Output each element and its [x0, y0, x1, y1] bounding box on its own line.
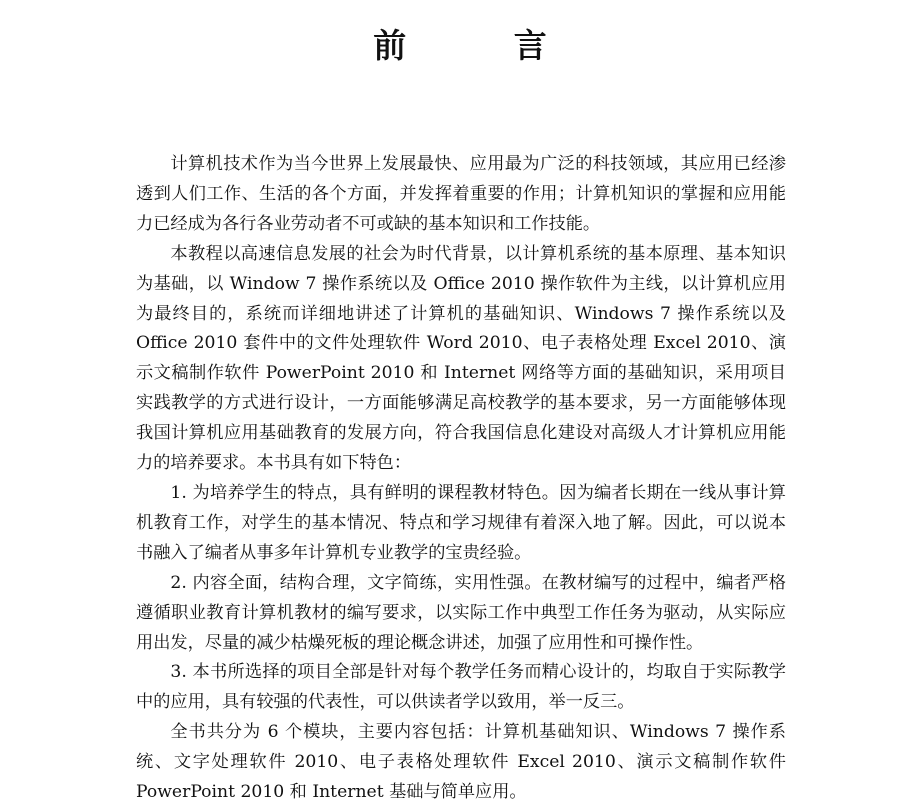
- paragraph-feature-2: 2. 内容全面，结构合理，文字简练，实用性强。在教材编写的过程中，编者严格遵循职业教育计算机教材的编写要求，以实际工作中典型工作任务为驱动，从实际应用出发，尽量的减少枯燥死板的理论概念讲述，加强了应用性和可操作性。: [136, 572, 786, 653]
- paragraph-intro: 计算机技术作为当今世界上发展最快、应用最为广泛的科技领域，其应用已经渗透到人们工作、生活的各个方面，并发挥着重要的作用；计算机知识的掌握和应用能力已经成为各行各业劳动者不可或缺的基本知识和工作技能。: [136, 154, 786, 234]
- paragraph-overview: 本教程以高速信息发展的社会为时代背景，以计算机系统的基本原理、基本知识为基础，以 Window 7 操作系统以及 Office 2010 操作软件为主线，以计算机应用为最终目的，系统而详细地讲述了计算机的基础知识、Windows 7 操作系统以及 Office 2010 套件中的文件处理软件 Word 2010、电子表格处理 Excel 2010、演示文稿制作软件 PowerPoint 2010 和 Internet 网络等方面的基础知识，采用项目实践教学的方式进行设计，一方面能够满足高校教学的基本要求，另一方面能够体现我国计算机应用基础教育的发展方向，符合我国信息化建设对高级人才计算机应用能力的培养要求。本书具有如下特色：: [136, 243, 786, 474]
- page-title: 前 言: [373, 26, 595, 65]
- paragraph-feature-1: 1. 为培养学生的特点，具有鲜明的课程教材特色。因为编者长期在一线从事计算机教育工作，对学生的基本情况、特点和学习规律有着深入地了解。因此，可以说本书融入了编者从事多年计算机专业教学的宝贵经验。: [136, 482, 786, 563]
- paragraph-feature-3: 3. 本书所选择的项目全部是针对每个教学任务而精心设计的，均取自于实际教学中的应用，具有较强的代表性，可以供读者学以致用，举一反三。: [136, 662, 786, 713]
- body-text: [136, 150, 786, 808]
- paragraph-summary: 全书共分为 6 个模块，主要内容包括：计算机基础知识、Windows 7 操作系统、文字处理软件 2010、电子表格处理软件 Excel 2010、演示文稿制作软件 PowerPoint 2010 和 Internet 基础与简单应用。: [136, 722, 786, 803]
